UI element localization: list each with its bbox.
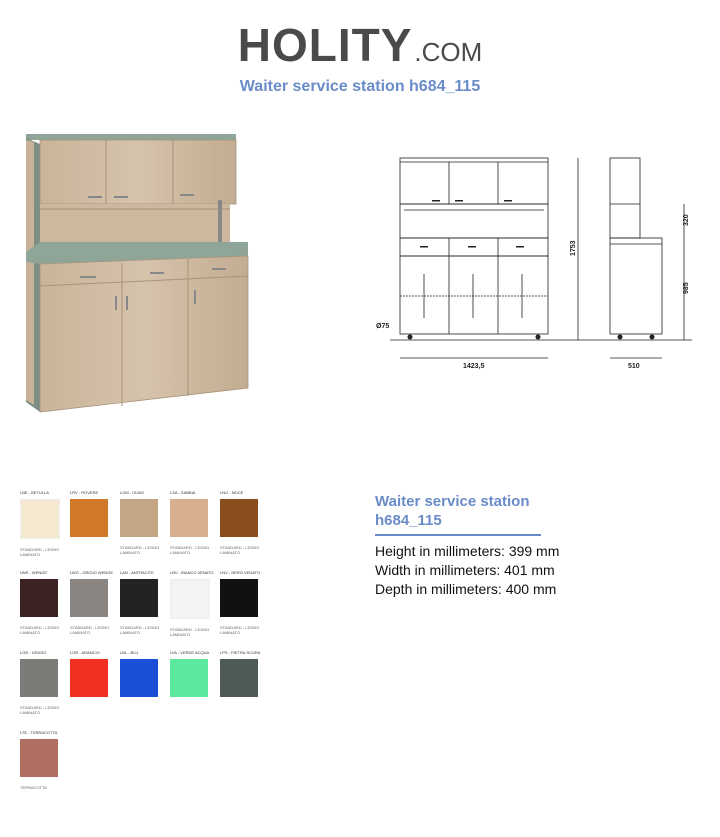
product-photo — [22, 130, 254, 420]
swatch-note: TERRACOTTA — [20, 785, 47, 790]
color-swatch[interactable] — [120, 490, 166, 555]
swatch-code: LRV - ROVERE — [70, 490, 99, 495]
product-title-line2: h684_115 — [375, 512, 442, 529]
product-title-line1: Waiter service station — [375, 493, 530, 510]
swatch-code: LOM - OLMO — [120, 490, 145, 495]
swatch-code: LWE - WENGE' — [20, 570, 48, 575]
color-swatch[interactable] — [20, 490, 66, 557]
swatch-note: STANDARD - LEGNO LAMINATO — [170, 545, 210, 555]
color-swatch[interactable] — [220, 650, 266, 705]
swatch-note: STANDARD - LEGNO LAMINATO — [220, 545, 260, 555]
swatch-code: LOR - ARANCIO — [70, 650, 100, 655]
color-swatch[interactable] — [70, 570, 116, 635]
swatch-color-chip — [120, 659, 158, 697]
color-swatch[interactable] — [170, 570, 216, 637]
color-swatch[interactable] — [220, 490, 266, 555]
swatch-color-chip — [170, 499, 208, 537]
color-swatch[interactable] — [120, 650, 166, 705]
logo-suffix-text: .COM — [414, 37, 483, 67]
swatch-note: STANDARD - LEGNO LAMINATO — [220, 625, 260, 635]
swatch-code: LBV - BIANCO VENATO — [170, 570, 214, 575]
swatch-color-chip — [70, 659, 108, 697]
brand-logo[interactable] — [0, 18, 720, 71]
color-swatch[interactable] — [20, 730, 66, 790]
swatch-color-chip — [120, 499, 158, 537]
color-swatch[interactable] — [20, 570, 66, 635]
color-swatch[interactable] — [70, 650, 116, 705]
swatch-code: LPS - PIETRA SCURA — [220, 650, 261, 655]
dim-width-label: 1423,5 — [463, 363, 485, 370]
swatch-code: LWG - GRIGIO WENGE — [70, 570, 114, 575]
swatch-code: LTE - TERRACOTTA — [20, 730, 58, 735]
swatch-note: STANDARD - LEGNO LAMINATO — [170, 627, 210, 637]
swatch-note: STANDARD - LEGNO LAMINATO — [120, 545, 160, 555]
dim-top-label: 320 — [683, 214, 690, 226]
swatch-code: LNV - NERO VENATO — [220, 570, 261, 575]
dim-wheel-label: Ø75 — [376, 323, 390, 330]
technical-drawing — [370, 148, 700, 373]
color-swatch[interactable] — [20, 650, 66, 715]
swatch-color-chip — [170, 579, 210, 619]
height-spec: Height in millimeters: 399 mm — [375, 543, 560, 559]
swatch-note: STANDARD - LEGNO LAMINATO — [20, 625, 60, 635]
swatch-color-chip — [220, 499, 258, 537]
dim-depth-label: 510 — [628, 363, 640, 370]
color-swatch[interactable] — [220, 570, 266, 635]
swatch-note: STANDARD - LEGNO LAMINATO — [70, 625, 110, 635]
swatch-note: STANDARD - LEGNO LAMINATO — [20, 547, 60, 557]
width-spec: Width in millimeters: 401 mm — [375, 562, 555, 578]
swatch-code: LBE - BETULLA — [20, 490, 49, 495]
dim-lower-label: 985 — [683, 282, 690, 294]
color-swatch-grid — [20, 490, 280, 810]
color-swatch[interactable] — [170, 490, 216, 555]
swatch-color-chip — [120, 579, 158, 617]
swatch-note: STANDARD - LEGNO LAMINATO — [20, 705, 60, 715]
product-info-panel — [375, 492, 695, 599]
swatch-color-chip — [20, 499, 60, 539]
dim-total-height-label: 1753 — [570, 240, 577, 256]
color-swatch[interactable] — [170, 650, 216, 705]
depth-spec: Depth in millimeters: 400 mm — [375, 581, 557, 597]
swatch-code: LSA - SABBIA — [170, 490, 196, 495]
swatch-code: LAN - ANTRACITE — [120, 570, 154, 575]
color-swatch[interactable] — [70, 490, 116, 545]
page-title: Waiter service station h684_115 — [239, 78, 481, 95]
swatch-code: LVA - VERDE ACQUA — [170, 650, 210, 655]
swatch-code: LBL - BLU — [120, 650, 139, 655]
color-swatch[interactable] — [120, 570, 166, 635]
swatch-color-chip — [220, 579, 258, 617]
swatch-color-chip — [70, 499, 108, 537]
swatch-code: LGR - GRIGIO — [20, 650, 47, 655]
swatch-color-chip — [170, 659, 208, 697]
title-divider — [375, 534, 541, 536]
swatch-color-chip — [220, 659, 258, 697]
logo-brand-text: HOLITY — [237, 19, 413, 71]
swatch-color-chip — [20, 739, 58, 777]
swatch-note: STANDARD - LEGNO LAMINATO — [120, 625, 160, 635]
swatch-color-chip — [20, 579, 58, 617]
swatch-color-chip — [20, 659, 58, 697]
swatch-code: LNO - NOCE — [220, 490, 244, 495]
swatch-color-chip — [70, 579, 108, 617]
